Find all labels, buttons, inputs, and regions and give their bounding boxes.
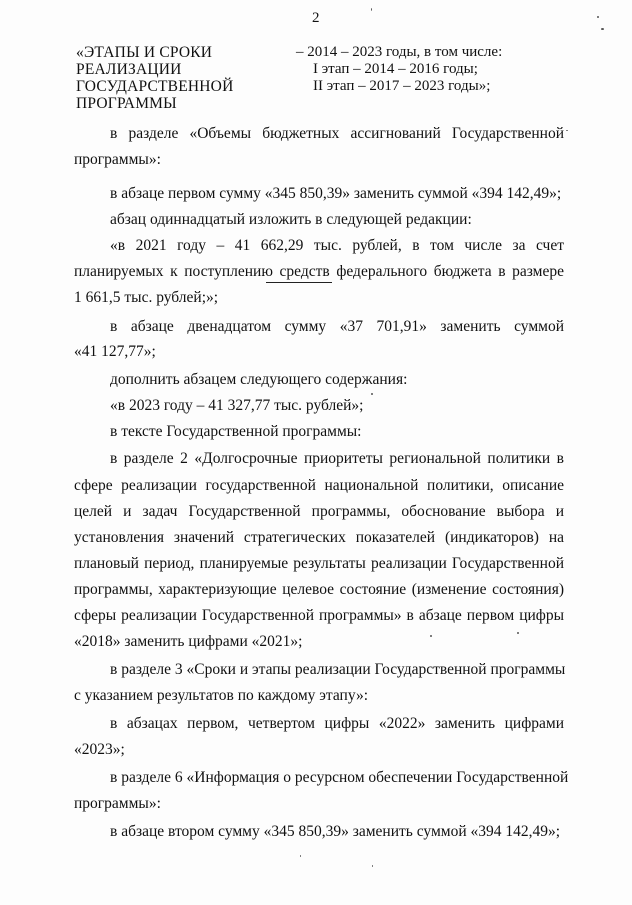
paragraph-line: «2018» заменить цифрами «2021»; xyxy=(74,633,303,650)
paragraph-line: «41 127,77»; xyxy=(74,343,156,360)
paragraph-line: дополнить абзацем следующего содержания: xyxy=(110,371,408,388)
paragraph-line: целей и задач Государственной программы, обоснование выбора и xyxy=(74,503,564,520)
section-value-line: I этап – 2014 – 2016 годы; xyxy=(313,61,478,77)
scan-speck xyxy=(372,865,373,867)
pen-underline-mark xyxy=(266,282,332,283)
scan-speck xyxy=(566,130,568,131)
paragraph-line: в абзаце первом сумму «345 850,39» заменить суммой «394 142,49»; xyxy=(110,185,562,202)
scan-speck xyxy=(300,855,301,857)
section-value-line: – 2014 – 2023 годы, в том числе: xyxy=(296,44,503,60)
scan-speck xyxy=(601,28,604,30)
paragraph-line: абзац одиннадцатый изложить в следующей редакции: xyxy=(110,211,472,228)
paragraph-line: программы, характеризующие целевое состояние (изменение состояния) xyxy=(74,581,564,598)
paragraph-line: сфере реализации государственной национальной политики, описание xyxy=(74,477,564,494)
scan-speck xyxy=(371,393,373,395)
paragraph-line: «2023»; xyxy=(74,741,125,758)
scan-speck xyxy=(517,632,519,634)
paragraph-line: 1 661,5 тыс. рублей;»; xyxy=(74,289,219,306)
paragraph-line: в абзаце втором сумму «345 850,39» заменить суммой «394 142,49»; xyxy=(110,823,561,840)
section-value xyxy=(296,44,502,95)
paragraph-line: «в 2021 году – 41 662,29 тыс. рублей, в том числе за счет xyxy=(110,237,564,254)
paragraph-line: в разделе 3 «Сроки и этапы реализации Государственной программы xyxy=(110,661,566,678)
scan-speck xyxy=(430,635,432,637)
paragraph-line: установления значений стратегических показателей (индикаторов) на xyxy=(74,529,564,546)
section-value-line: II этап – 2017 – 2023 годы»; xyxy=(313,78,491,94)
section-heading-line: «ЭТАПЫ И СРОКИ xyxy=(76,44,213,61)
paragraph-line: в разделе «Объемы бюджетных ассигнований Государственной xyxy=(110,125,564,142)
paragraph-line: сферы реализации Государственной программы» в абзаце первом цифры xyxy=(74,607,564,624)
paragraph-line: в абзацах первом, четвертом цифры «2022» заменить цифрами xyxy=(110,715,564,732)
paragraph-line: программы»: xyxy=(74,795,161,812)
section-heading-line: ГОСУДАРСТВЕННОЙ xyxy=(76,78,234,95)
paragraph-line: с указанием результатов по каждому этапу»: xyxy=(74,687,369,704)
section-heading-line: РЕАЛИЗАЦИИ xyxy=(76,61,182,78)
paragraph-line: «в 2023 году – 41 327,77 тыс. рублей»; xyxy=(110,397,364,414)
section-heading-line: ПРОГРАММЫ xyxy=(76,95,177,112)
paragraph-line: в абзаце двенадцатом сумму «37 701,91» заменить суммой xyxy=(110,318,564,335)
scan-speck xyxy=(597,16,599,18)
paragraph-line: в разделе 2 «Долгосрочные приоритеты региональной политики в xyxy=(110,450,564,467)
scan-speck xyxy=(371,8,372,11)
paragraph-line: программы»: xyxy=(74,151,161,168)
section-heading xyxy=(76,44,233,112)
paragraph-line: плановый период, планируемые результаты реализации Государственной xyxy=(74,555,564,572)
page-number: 2 xyxy=(312,10,320,26)
paragraph-line: в разделе 6 «Информация о ресурсном обеспечении Государственной xyxy=(110,769,569,786)
paragraph-line: в тексте Государственной программы: xyxy=(110,423,362,440)
paragraph-line: планируемых к поступлению средств федерального бюджета в размере xyxy=(74,263,564,280)
